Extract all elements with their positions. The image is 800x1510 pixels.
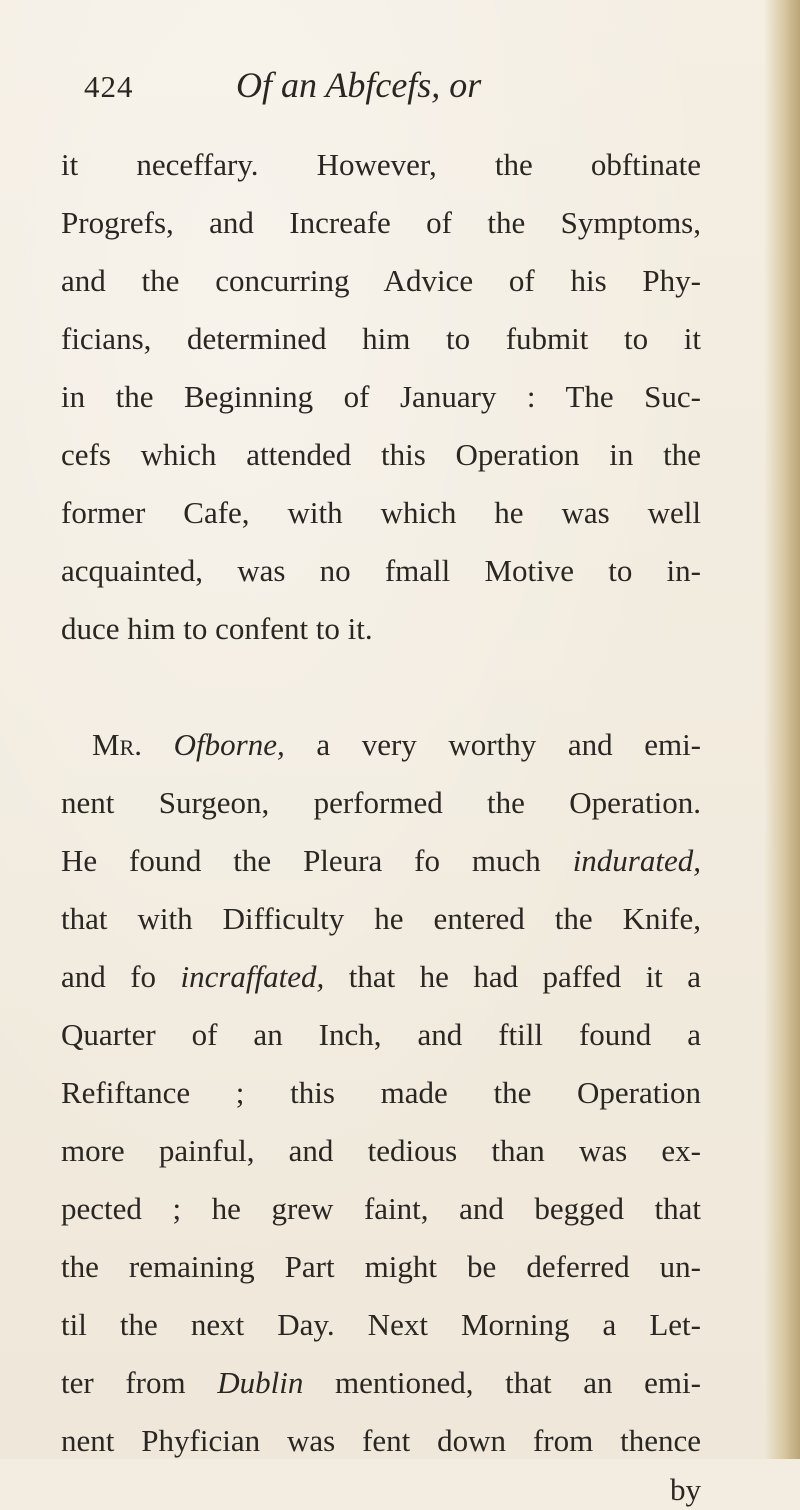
text-span: mentioned, that an emi- xyxy=(303,1365,701,1400)
text-line: Progrefs, and Increafe of the Symptoms, xyxy=(61,205,701,240)
text-line: former Cafe, with which he was well xyxy=(61,495,701,530)
text-line: pected ; he grew faint, and begged that xyxy=(61,1191,701,1226)
emphasis-term: indurated, xyxy=(572,843,701,878)
text-line: the remaining Part might be deferred un- xyxy=(61,1249,701,1284)
text-line: and the concurring Advice of his Phy- xyxy=(61,263,701,298)
page-number: 424 xyxy=(84,69,134,104)
text-line: more painful, and tedious than was ex- xyxy=(61,1133,701,1168)
text-line: nent Surgeon, performed the Operation. xyxy=(61,785,701,820)
place-name: Dublin xyxy=(217,1365,304,1400)
text-line xyxy=(61,716,701,774)
body-text xyxy=(61,136,701,1510)
text-line xyxy=(61,1354,701,1412)
text-line: Refiftance ; this made the Operation xyxy=(61,1075,701,1110)
running-title: Of an Abfcefs, or xyxy=(236,65,482,105)
text-line: cefs which attended this Operation in the xyxy=(61,437,701,472)
text-line: it neceffary. However, the obftinate xyxy=(61,147,701,182)
person-name: Ofborne, xyxy=(173,727,285,762)
text-line xyxy=(61,832,701,890)
text-line: duce him to confent to it. xyxy=(61,611,373,646)
text-line: til the next Day. Next Morning a Let- xyxy=(61,1307,701,1342)
text-line: Quarter of an Inch, and ftill found a xyxy=(61,1017,701,1052)
paragraph-gap xyxy=(61,658,701,716)
page-gutter-shadow xyxy=(764,0,800,1459)
text-line: that with Difficulty he entered the Knife, xyxy=(61,901,701,936)
text-line: nent Phyfician was fent down from thence xyxy=(61,1423,701,1458)
catchword: by xyxy=(670,1472,701,1507)
text-line: acquainted, was no fmall Motive to in- xyxy=(61,553,701,588)
text-span: a very worthy and emi- xyxy=(284,727,702,762)
text-span: ter from xyxy=(61,1365,218,1400)
honorific: Mr. xyxy=(92,727,142,762)
text-span: and fo xyxy=(61,959,181,994)
text-line xyxy=(61,948,701,1006)
text-line: ficians, determined him to fubmit to it xyxy=(61,321,701,356)
text-span: that he had paffed it a xyxy=(324,959,701,994)
text-span: He found the Pleura fo much xyxy=(61,843,573,878)
running-head xyxy=(84,64,481,124)
paragraph-1 xyxy=(61,136,701,658)
paragraph-2 xyxy=(61,716,701,1470)
text-line: in the Beginning of January : The Suc- xyxy=(61,379,701,414)
emphasis-term: incraffated, xyxy=(180,959,325,994)
